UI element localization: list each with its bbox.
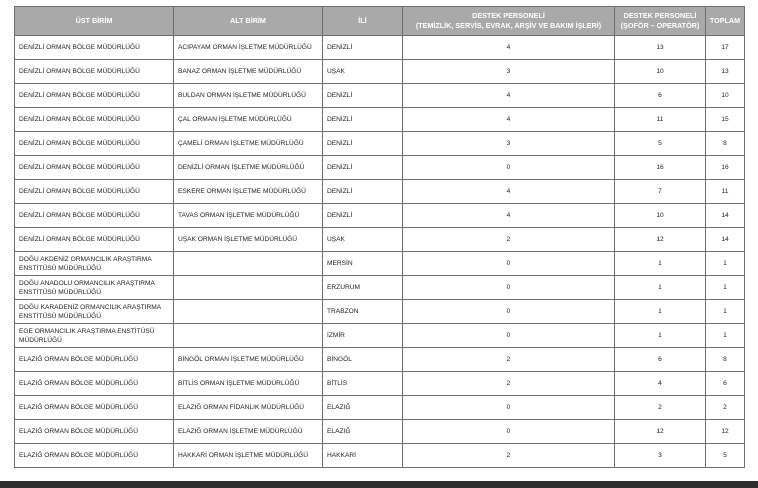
cell-ili: DENİZLİ bbox=[323, 180, 403, 204]
cell-toplam: 8 bbox=[706, 348, 745, 372]
cell-alt-birim: ACIPAYAM ORMAN İŞLETME MÜDÜRLÜĞÜ bbox=[174, 36, 323, 60]
table-row bbox=[15, 372, 745, 396]
cell-toplam: 6 bbox=[706, 372, 745, 396]
cell-ili: UŞAK bbox=[323, 60, 403, 84]
cell-destek-temizlik: 0 bbox=[403, 300, 615, 324]
cell-ust-birim: DENİZLİ ORMAN BÖLGE MÜDÜRLÜĞÜ bbox=[15, 60, 174, 84]
cell-ust-birim: ELAZIĞ ORMAN BÖLGE MÜDÜRLÜĞÜ bbox=[15, 420, 174, 444]
cell-destek-temizlik: 0 bbox=[403, 420, 615, 444]
header-destek-personeli-sofor bbox=[615, 7, 706, 36]
cell-ust-birim: DENİZLİ ORMAN BÖLGE MÜDÜRLÜĞÜ bbox=[15, 108, 174, 132]
cell-alt-birim bbox=[174, 252, 323, 276]
cell-ili: İZMİR bbox=[323, 324, 403, 348]
personnel-table bbox=[14, 6, 745, 468]
cell-alt-birim bbox=[174, 324, 323, 348]
cell-ust-birim: ELAZIĞ ORMAN BÖLGE MÜDÜRLÜĞÜ bbox=[15, 396, 174, 420]
table-row bbox=[15, 84, 745, 108]
cell-destek-sofor: 5 bbox=[615, 132, 706, 156]
cell-destek-temizlik: 4 bbox=[403, 180, 615, 204]
cell-destek-temizlik: 4 bbox=[403, 108, 615, 132]
header-toplam: TOPLAM bbox=[706, 7, 745, 36]
cell-ili: DENİZLİ bbox=[323, 108, 403, 132]
table-row bbox=[15, 36, 745, 60]
cell-destek-sofor: 3 bbox=[615, 444, 706, 468]
cell-toplam: 8 bbox=[706, 132, 745, 156]
cell-ust-birim: DENİZLİ ORMAN BÖLGE MÜDÜRLÜĞÜ bbox=[15, 228, 174, 252]
table-row bbox=[15, 228, 745, 252]
cell-toplam: 17 bbox=[706, 36, 745, 60]
cell-toplam: 15 bbox=[706, 108, 745, 132]
table-row bbox=[15, 252, 745, 276]
cell-ust-birim: DOĞU ANADOLU ORMANCILIK ARAŞTIRMA ENSTİTÜSÜ MÜDÜRLÜĞÜ bbox=[15, 276, 174, 300]
cell-alt-birim bbox=[174, 276, 323, 300]
cell-ust-birim: DENİZLİ ORMAN BÖLGE MÜDÜRLÜĞÜ bbox=[15, 204, 174, 228]
table-row bbox=[15, 180, 745, 204]
cell-ili: HAKKARİ bbox=[323, 444, 403, 468]
cell-toplam: 13 bbox=[706, 60, 745, 84]
cell-destek-temizlik: 0 bbox=[403, 252, 615, 276]
cell-alt-birim: DENİZLİ ORMAN İŞLETME MÜDÜRLÜĞÜ bbox=[174, 156, 323, 180]
cell-destek-sofor: 12 bbox=[615, 228, 706, 252]
cell-destek-sofor: 10 bbox=[615, 60, 706, 84]
cell-toplam: 16 bbox=[706, 156, 745, 180]
cell-alt-birim: BİNGÖL ORMAN İŞLETME MÜDÜRLÜĞÜ bbox=[174, 348, 323, 372]
table-row bbox=[15, 156, 745, 180]
cell-ili: ELAZIĞ bbox=[323, 396, 403, 420]
cell-ili: BİNGÖL bbox=[323, 348, 403, 372]
table-row bbox=[15, 444, 745, 468]
header-ust-birim: ÜST BİRİM bbox=[15, 7, 174, 36]
cell-alt-birim: ÇAL ORMAN İŞLETME MÜDÜRLÜĞÜ bbox=[174, 108, 323, 132]
cell-ili: DENİZLİ bbox=[323, 132, 403, 156]
cell-destek-temizlik: 2 bbox=[403, 348, 615, 372]
table-row bbox=[15, 420, 745, 444]
table-row bbox=[15, 60, 745, 84]
cell-alt-birim: TAVAS ORMAN İŞLETME MÜDÜRLÜĞÜ bbox=[174, 204, 323, 228]
table-row bbox=[15, 132, 745, 156]
header-row bbox=[15, 7, 745, 36]
cell-ust-birim: DENİZLİ ORMAN BÖLGE MÜDÜRLÜĞÜ bbox=[15, 180, 174, 204]
cell-destek-sofor: 11 bbox=[615, 108, 706, 132]
cell-destek-sofor: 13 bbox=[615, 36, 706, 60]
header-destek-temizlik-line1: DESTEK PERSONELİ bbox=[472, 11, 545, 20]
cell-alt-birim: ESKERE ORMAN İŞLETME MÜDÜRLÜĞÜ bbox=[174, 180, 323, 204]
cell-toplam: 14 bbox=[706, 228, 745, 252]
cell-ust-birim: EGE ORMANCILIK ARAŞTIRMA ENSTİTÜSÜ MÜDÜRLÜĞÜ bbox=[15, 324, 174, 348]
header-destek-temizlik-line2: (TEMİZLİK, SERVİS, EVRAK, ARŞİV VE BAKIM İŞLERİ) bbox=[415, 21, 602, 30]
cell-toplam: 5 bbox=[706, 444, 745, 468]
cell-destek-temizlik: 4 bbox=[403, 84, 615, 108]
cell-destek-temizlik: 0 bbox=[403, 156, 615, 180]
cell-destek-temizlik: 2 bbox=[403, 444, 615, 468]
cell-destek-sofor: 1 bbox=[615, 300, 706, 324]
cell-destek-temizlik: 0 bbox=[403, 324, 615, 348]
cell-ust-birim: DENİZLİ ORMAN BÖLGE MÜDÜRLÜĞÜ bbox=[15, 36, 174, 60]
table-body bbox=[15, 36, 745, 468]
cell-ust-birim: ELAZIĞ ORMAN BÖLGE MÜDÜRLÜĞÜ bbox=[15, 348, 174, 372]
cell-destek-sofor: 6 bbox=[615, 84, 706, 108]
cell-ili: ELAZIĞ bbox=[323, 420, 403, 444]
cell-destek-temizlik: 2 bbox=[403, 228, 615, 252]
cell-alt-birim: UŞAK ORMAN İŞLETME MÜDÜRLÜĞÜ bbox=[174, 228, 323, 252]
cell-toplam: 2 bbox=[706, 396, 745, 420]
table-row bbox=[15, 324, 745, 348]
cell-ili: DENİZLİ bbox=[323, 84, 403, 108]
table-row bbox=[15, 348, 745, 372]
table-row bbox=[15, 108, 745, 132]
cell-destek-sofor: 2 bbox=[615, 396, 706, 420]
cell-ust-birim: DOĞU AKDENİZ ORMANCILIK ARAŞTIRMA ENSTİTÜSÜ MÜDÜRLÜĞÜ bbox=[15, 252, 174, 276]
table-row bbox=[15, 396, 745, 420]
cell-ust-birim: ELAZIĞ ORMAN BÖLGE MÜDÜRLÜĞÜ bbox=[15, 444, 174, 468]
cell-destek-temizlik: 4 bbox=[403, 36, 615, 60]
cell-destek-temizlik: 4 bbox=[403, 204, 615, 228]
cell-toplam: 1 bbox=[706, 276, 745, 300]
header-destek-sofor-line1: DESTEK PERSONELİ bbox=[623, 11, 697, 20]
cell-destek-sofor: 6 bbox=[615, 348, 706, 372]
header-destek-sofor-line2: (ŞOFÖR – OPERATÖR) bbox=[620, 21, 700, 30]
cell-ili: UŞAK bbox=[323, 228, 403, 252]
cell-destek-temizlik: 3 bbox=[403, 132, 615, 156]
cell-toplam: 11 bbox=[706, 180, 745, 204]
cell-ili: ERZURUM bbox=[323, 276, 403, 300]
cell-destek-sofor: 16 bbox=[615, 156, 706, 180]
header-destek-personeli-temizlik bbox=[403, 7, 615, 36]
cell-toplam: 1 bbox=[706, 252, 745, 276]
cell-destek-sofor: 1 bbox=[615, 252, 706, 276]
table-row bbox=[15, 204, 745, 228]
cell-alt-birim: BULDAN ORMAN İŞLETME MÜDÜRLÜĞÜ bbox=[174, 84, 323, 108]
table-row bbox=[15, 276, 745, 300]
cell-ust-birim: DENİZLİ ORMAN BÖLGE MÜDÜRLÜĞÜ bbox=[15, 132, 174, 156]
header-ili: İLİ bbox=[323, 7, 403, 36]
cell-toplam: 12 bbox=[706, 420, 745, 444]
cell-alt-birim: BİTLİS ORMAN İŞLETME MÜDÜRLÜĞÜ bbox=[174, 372, 323, 396]
table-row bbox=[15, 300, 745, 324]
cell-destek-sofor: 1 bbox=[615, 324, 706, 348]
cell-destek-sofor: 4 bbox=[615, 372, 706, 396]
cell-alt-birim: ÇAMELİ ORMAN İŞLETME MÜDÜRLÜĞÜ bbox=[174, 132, 323, 156]
cell-ili: TRABZON bbox=[323, 300, 403, 324]
cell-destek-temizlik: 3 bbox=[403, 60, 615, 84]
cell-toplam: 10 bbox=[706, 84, 745, 108]
cell-destek-temizlik: 0 bbox=[403, 396, 615, 420]
cell-ili: MERSİN bbox=[323, 252, 403, 276]
cell-ust-birim: DOĞU KARADENİZ ORMANCILIK ARAŞTIRMA ENSTİTÜSÜ MÜDÜRLÜĞÜ bbox=[15, 300, 174, 324]
cell-destek-temizlik: 2 bbox=[403, 372, 615, 396]
cell-ili: DENİZLİ bbox=[323, 156, 403, 180]
cell-alt-birim: ELAZIĞ ORMAN FİDANLIK MÜDÜRLÜĞÜ bbox=[174, 396, 323, 420]
cell-alt-birim bbox=[174, 300, 323, 324]
cell-destek-sofor: 12 bbox=[615, 420, 706, 444]
cell-alt-birim: ELAZIĞ ORMAN İŞLETME MÜDÜRLÜĞÜ bbox=[174, 420, 323, 444]
cell-toplam: 1 bbox=[706, 300, 745, 324]
cell-toplam: 14 bbox=[706, 204, 745, 228]
cell-ili: BİTLİS bbox=[323, 372, 403, 396]
cell-ili: DENİZLİ bbox=[323, 36, 403, 60]
cell-toplam: 1 bbox=[706, 324, 745, 348]
bottom-edge-bar bbox=[0, 481, 758, 488]
cell-ili: DENİZLİ bbox=[323, 204, 403, 228]
header-alt-birim: ALT BİRİM bbox=[174, 7, 323, 36]
cell-alt-birim: HAKKARİ ORMAN İŞLETME MÜDÜRLÜĞÜ bbox=[174, 444, 323, 468]
cell-destek-sofor: 1 bbox=[615, 276, 706, 300]
cell-destek-sofor: 10 bbox=[615, 204, 706, 228]
cell-destek-temizlik: 0 bbox=[403, 276, 615, 300]
cell-destek-sofor: 7 bbox=[615, 180, 706, 204]
cell-ust-birim: DENİZLİ ORMAN BÖLGE MÜDÜRLÜĞÜ bbox=[15, 84, 174, 108]
cell-ust-birim: ELAZIĞ ORMAN BÖLGE MÜDÜRLÜĞÜ bbox=[15, 372, 174, 396]
cell-ust-birim: DENİZLİ ORMAN BÖLGE MÜDÜRLÜĞÜ bbox=[15, 156, 174, 180]
cell-alt-birim: BANAZ ORMAN İŞLETME MÜDÜRLÜĞÜ bbox=[174, 60, 323, 84]
